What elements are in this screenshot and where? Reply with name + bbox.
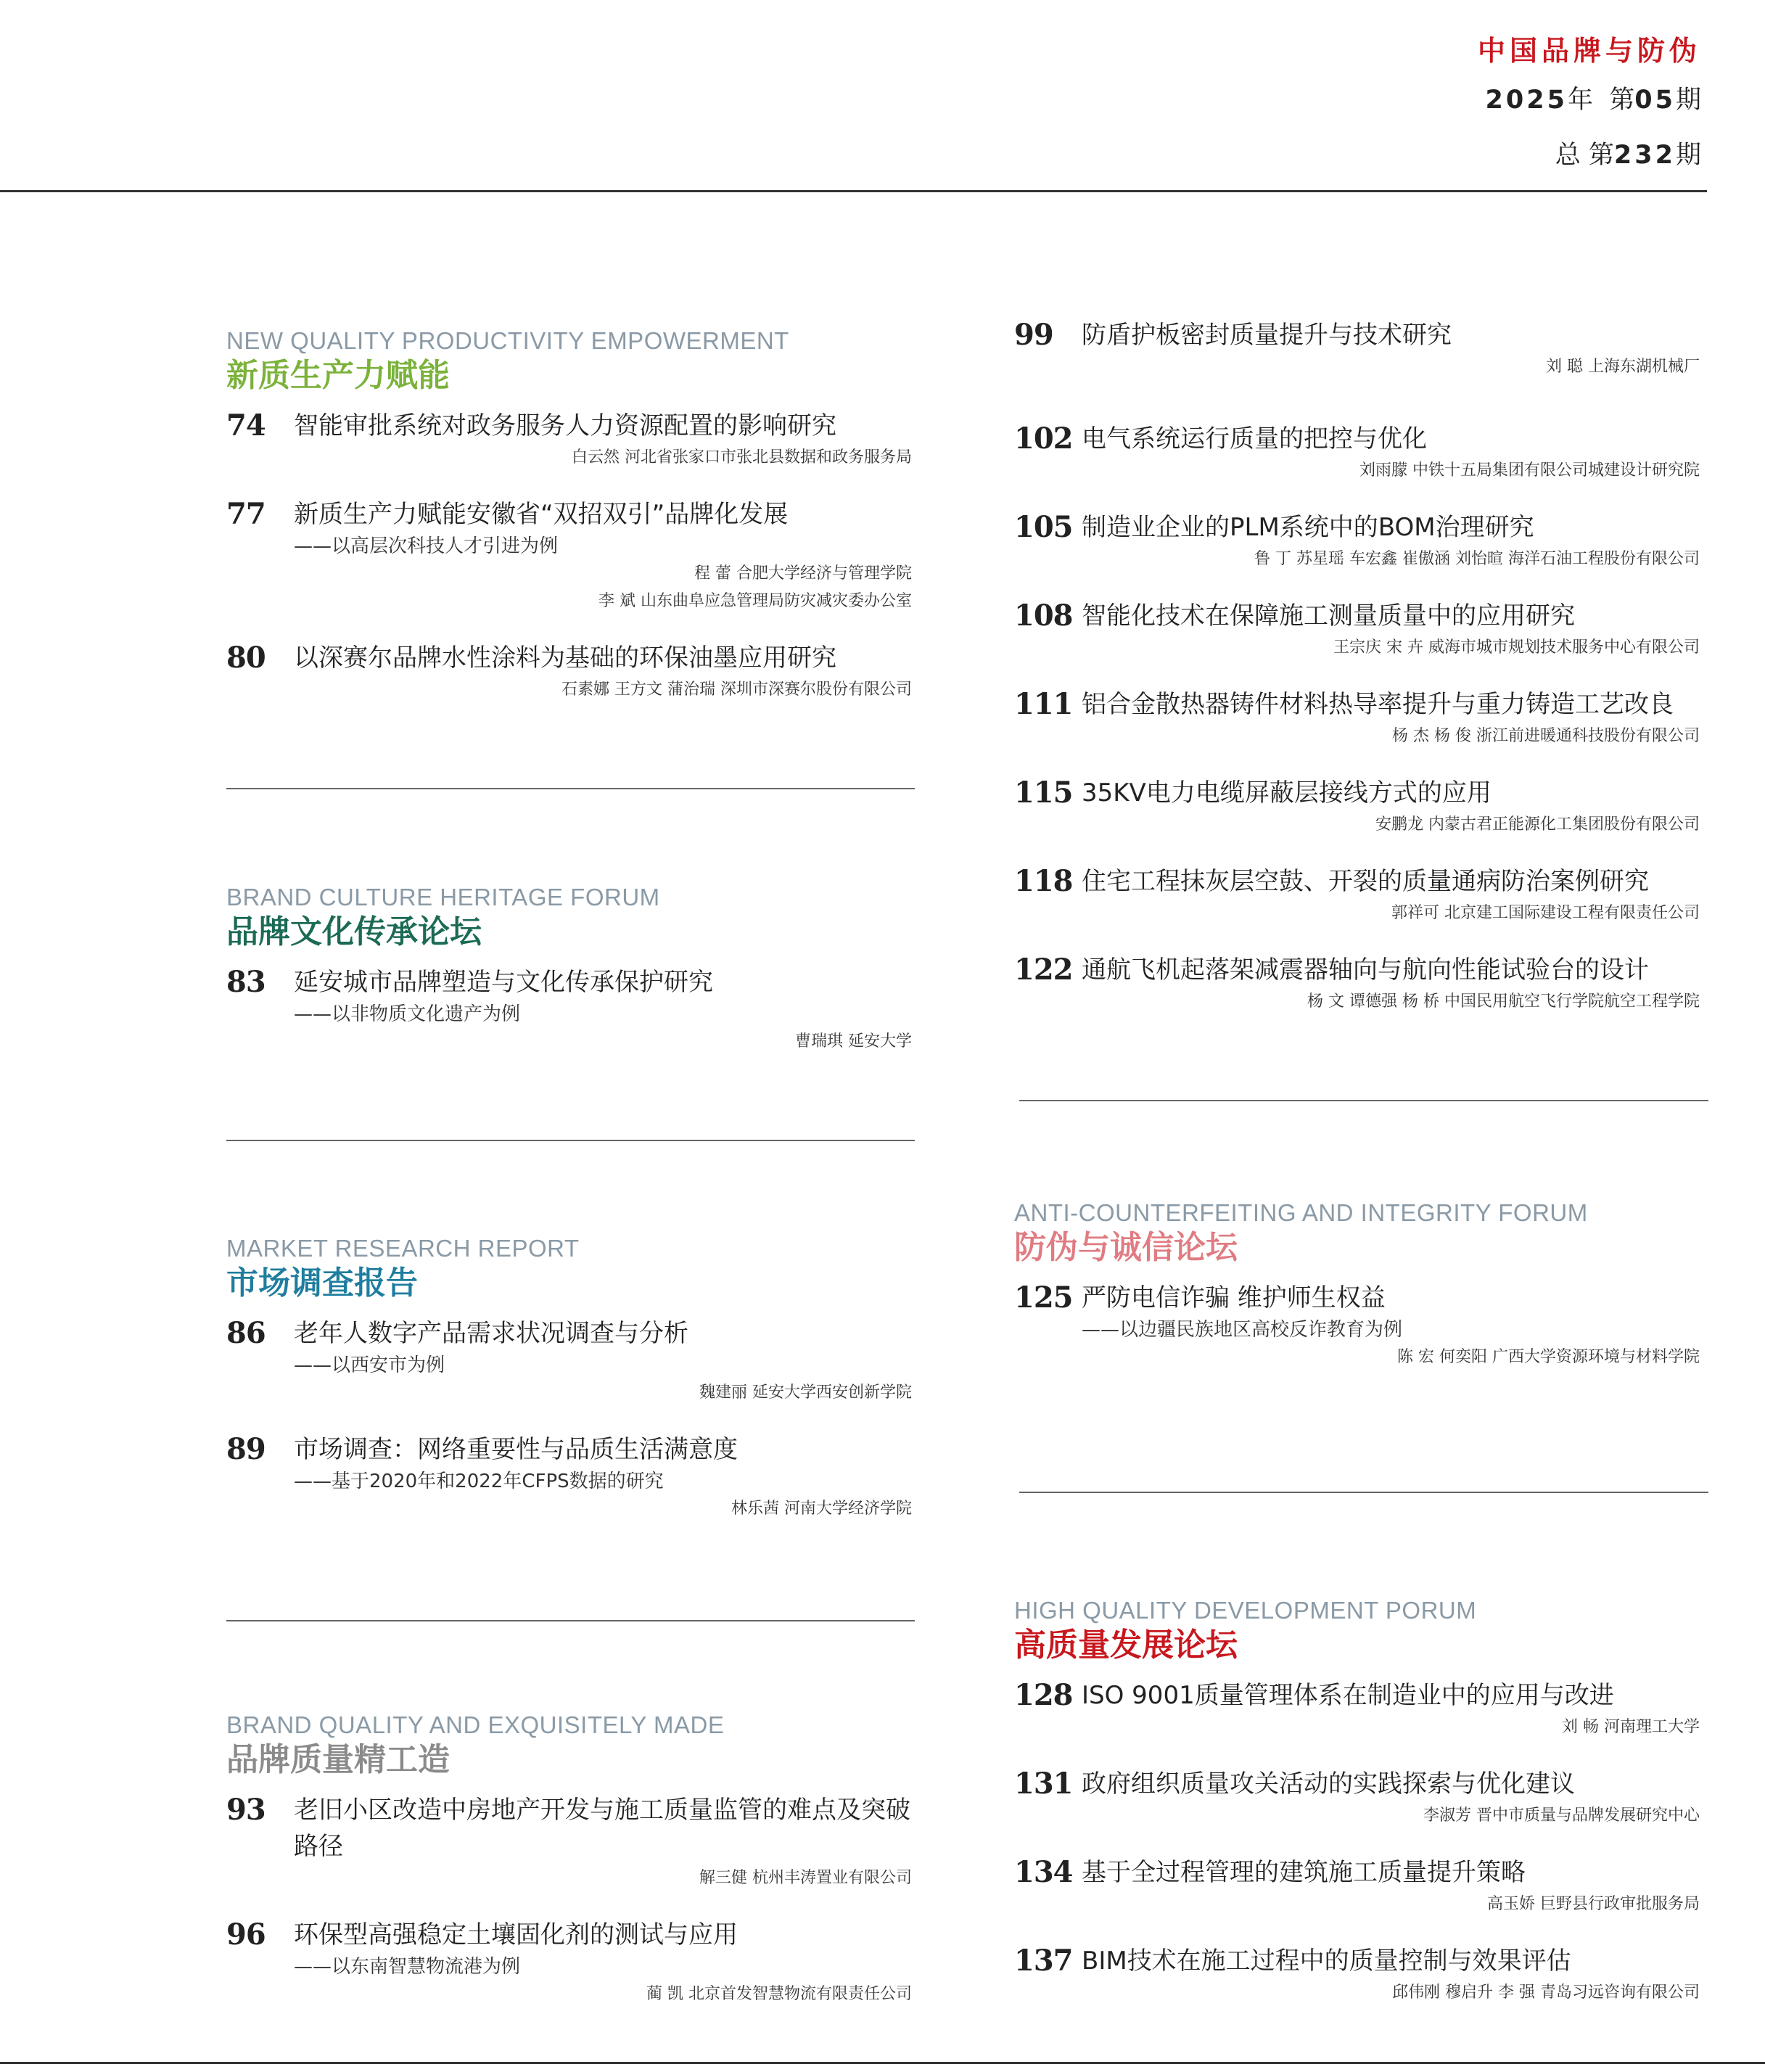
article-author: 刘 聪 上海东湖机械厂 xyxy=(1546,358,1700,376)
article-title: 智能化技术在保障施工测量质量中的应用研究 xyxy=(1082,601,1575,630)
issue-prefix: 第 xyxy=(1609,86,1635,115)
article-title: 严防电信诈骗 维护师生权益 xyxy=(1082,1283,1386,1312)
page-number: 131 xyxy=(1014,1767,1073,1801)
article-subtitle: ——以非物质文化遗产为例 xyxy=(294,1003,521,1025)
section-title-en: BRAND CULTURE HERITAGE FORUM xyxy=(226,884,660,910)
article-author: 魏建丽 延安大学西安创新学院 xyxy=(699,1384,912,1402)
issue-year-suffix: 年 xyxy=(1567,86,1593,115)
issue-number: 05 xyxy=(1634,86,1676,115)
toc-entry[interactable] xyxy=(226,964,912,1056)
article-title: 老旧小区改造中房地产开发与施工质量监管的难点及突破路径 xyxy=(294,1796,910,1861)
article-title: 环保型高强稳定土壤固化剂的测试与应用 xyxy=(294,1920,738,1949)
toc-entry[interactable] xyxy=(226,1431,912,1523)
page-number: 102 xyxy=(1014,422,1073,456)
article-subtitle: ——以高层次科技人才引进为例 xyxy=(294,535,559,557)
toc-entry[interactable] xyxy=(1014,952,1700,1016)
page-number: 128 xyxy=(1014,1678,1073,1712)
page-number: 89 xyxy=(226,1432,266,1466)
toc-entry[interactable] xyxy=(1014,863,1700,927)
toc-entry[interactable] xyxy=(226,408,912,472)
toc-entry[interactable] xyxy=(1014,775,1700,839)
page-number: 93 xyxy=(226,1793,266,1827)
article-subtitle: ——基于2020年和2022年CFPS数据的研究 xyxy=(294,1471,664,1492)
issue-line xyxy=(1478,73,1701,128)
toc-entry[interactable] xyxy=(1014,1677,1700,1741)
page-number: 74 xyxy=(226,408,266,443)
page-number: 105 xyxy=(1014,510,1073,544)
toc-entry[interactable] xyxy=(1014,686,1700,750)
toc-entry[interactable] xyxy=(1014,1854,1700,1918)
page-number: 83 xyxy=(226,965,266,999)
article-title: 35KV电力电缆屏蔽层接线方式的应用 xyxy=(1082,778,1492,807)
article-title: 智能审批系统对政务服务人力资源配置的影响研究 xyxy=(294,411,836,440)
issue-suffix: 期 xyxy=(1675,86,1701,115)
section-divider xyxy=(226,1620,915,1621)
total-prefix: 总 第 xyxy=(1555,141,1614,170)
section-new-quality-productivity xyxy=(226,326,912,728)
toc-entry[interactable] xyxy=(1014,1280,1700,1371)
issue-year: 2025 xyxy=(1485,86,1568,115)
journal-title: 中国品牌与防伪 xyxy=(1477,35,1701,67)
page-number: 115 xyxy=(1014,776,1073,810)
page-number: 125 xyxy=(1014,1280,1073,1315)
article-title: 延安城市品牌塑造与文化传承保护研究 xyxy=(294,968,713,997)
section-title-cn: 高质量发展论坛 xyxy=(1014,1627,1238,1664)
article-author: 刘 畅 河南理工大学 xyxy=(1562,1718,1700,1736)
page-number: 96 xyxy=(226,1917,266,1952)
masthead xyxy=(1478,29,1701,183)
toc-entry[interactable] xyxy=(226,640,912,704)
section-title-cn: 品牌文化传承论坛 xyxy=(226,913,482,950)
article-title: 通航飞机起落架减震器轴向与航向性能试验台的设计 xyxy=(1082,955,1649,984)
article-subtitle: ——以西安市为例 xyxy=(294,1354,445,1376)
article-author: 程 蕾 合肥大学经济与管理学院 xyxy=(694,564,912,583)
article-author: 解三健 杭州丰涛置业有限公司 xyxy=(699,1869,912,1887)
article-author: 蔺 凯 北京首发智慧物流有限责任公司 xyxy=(646,1985,912,2003)
article-author: 高玉娇 巨野县行政审批服务局 xyxy=(1487,1895,1700,1913)
toc-entry[interactable] xyxy=(1014,317,1700,381)
section-title-cn: 防伪与诚信论坛 xyxy=(1014,1229,1238,1266)
section-title-en: NEW QUALITY PRODUCTIVITY EMPOWERMENT xyxy=(226,327,789,354)
toc-entry[interactable] xyxy=(1014,598,1700,662)
article-author: 杨 杰 杨 俊 浙江前进暖通科技股份有限公司 xyxy=(1392,727,1700,745)
article-title: 住宅工程抹灰层空鼓、开裂的质量通病防治案例研究 xyxy=(1082,867,1649,896)
article-author: 白云然 河北省张家口市张北县数据和政务服务局 xyxy=(572,448,912,466)
section-title-en: HIGH QUALITY DEVELOPMENT PORUM xyxy=(1014,1597,1477,1624)
page-number: 137 xyxy=(1014,1944,1073,1978)
section-brand-quality xyxy=(226,1711,912,2033)
toc-entry[interactable] xyxy=(226,1917,912,2008)
article-author: 石素娜 王方文 蒲治瑞 深圳市深赛尔股份有限公司 xyxy=(561,681,912,699)
article-title: 以深赛尔品牌水性涂料为基础的环保油墨应用研究 xyxy=(294,644,836,673)
article-title: 铝合金散热器铸件材料热导率提升与重力铸造工艺改良 xyxy=(1082,690,1674,719)
article-author: 刘雨朦 中铁十五局集团有限公司城建设计研究院 xyxy=(1359,461,1700,480)
article-author: 曹瑞琪 延安大学 xyxy=(795,1032,912,1051)
section-title-en: BRAND QUALITY AND EXQUISITELY MADE xyxy=(226,1711,725,1738)
page-number: 122 xyxy=(1014,953,1073,987)
section-divider xyxy=(1019,1100,1708,1101)
section-title-cn: 新质生产力赋能 xyxy=(226,357,450,394)
article-title: 基于全过程管理的建筑施工质量提升策略 xyxy=(1082,1858,1526,1887)
article-author: 王宗庆 宋 卉 威海市城市规划技术服务中心有限公司 xyxy=(1333,638,1700,657)
toc-entry[interactable] xyxy=(226,1315,912,1407)
article-title: 市场调查：网络重要性与品质生活满意度 xyxy=(294,1435,738,1464)
section-title-en: ANTI-COUNTERFEITING AND INTEGRITY FORUM xyxy=(1014,1199,1588,1226)
article-title: 政府组织质量攻关活动的实践探索与优化建议 xyxy=(1082,1769,1575,1798)
page-number: 108 xyxy=(1014,599,1073,633)
page-number: 118 xyxy=(1014,864,1073,898)
article-title: ISO 9001质量管理体系在制造业中的应用与改进 xyxy=(1082,1681,1614,1710)
total-issue-line xyxy=(1478,128,1701,183)
page-number: 77 xyxy=(226,497,266,531)
footer-divider xyxy=(0,2062,1765,2064)
section-divider xyxy=(226,1140,915,1141)
article-author: 杨 文 谭德强 杨 桥 中国民用航空飞行学院航空工程学院 xyxy=(1307,992,1700,1011)
section-high-quality-development xyxy=(1014,1596,1700,2031)
page-number: 86 xyxy=(226,1316,266,1350)
article-title: 防盾护板密封质量提升与技术研究 xyxy=(1082,321,1452,350)
toc-entry[interactable] xyxy=(1014,509,1700,573)
article-subtitle: ——以东南智慧物流港为例 xyxy=(294,1956,521,1978)
article-title: 电气系统运行质量的把控与优化 xyxy=(1082,424,1427,453)
page-number: 134 xyxy=(1014,1855,1073,1889)
article-title: 制造业企业的PLM系统中的BOM治理研究 xyxy=(1082,513,1534,542)
toc-entry[interactable] xyxy=(1014,421,1700,485)
article-author: 林乐茜 河南大学经济学院 xyxy=(731,1500,912,1518)
section-anti-counterfeiting xyxy=(1014,1199,1700,1396)
article-author: 陈 宏 何奕阳 广西大学资源环境与材料学院 xyxy=(1397,1348,1700,1366)
article-subtitle: ——以边疆民族地区高校反诈教育为例 xyxy=(1082,1319,1403,1341)
total-number: 232 xyxy=(1613,141,1676,170)
section-market-research xyxy=(226,1234,912,1547)
toc-entry[interactable] xyxy=(1014,1766,1700,1830)
article-author: 李 斌 山东曲阜应急管理局防灾减灾委办公室 xyxy=(598,592,912,610)
article-author: 郭祥可 北京建工国际建设工程有限责任公司 xyxy=(1391,904,1700,922)
section-title-cn: 品牌质量精工造 xyxy=(226,1741,450,1778)
article-author: 鲁 丁 苏星瑶 车宏鑫 崔傲涵 刘怡暄 海洋石油工程股份有限公司 xyxy=(1254,550,1700,568)
article-title: 老年人数字产品需求状况调查与分析 xyxy=(294,1319,688,1348)
article-title: 新质生产力赋能安徽省“双招双引”品牌化发展 xyxy=(294,500,789,529)
article-title: BIM技术在施工过程中的质量控制与效果评估 xyxy=(1082,1946,1571,1976)
article-author: 安鹏龙 内蒙古君正能源化工集团股份有限公司 xyxy=(1375,815,1700,834)
section-divider xyxy=(1019,1492,1708,1493)
article-author: 邱伟刚 穆启升 李 强 青岛习远咨询有限公司 xyxy=(1392,1983,1700,2002)
page-number: 80 xyxy=(226,641,266,675)
toc-entry[interactable] xyxy=(226,496,912,615)
page-number: 99 xyxy=(1014,318,1053,352)
toc-entry[interactable] xyxy=(226,1792,912,1892)
header-divider xyxy=(0,190,1707,192)
article-author: 李淑芳 晋中市质量与品牌发展研究中心 xyxy=(1423,1806,1700,1825)
section-divider xyxy=(226,788,915,789)
total-suffix: 期 xyxy=(1675,141,1701,170)
page-number: 111 xyxy=(1014,687,1073,721)
section-title-cn: 市场调查报告 xyxy=(226,1265,418,1302)
section-brand-culture-heritage xyxy=(226,883,912,1080)
section-brand-quality-continued xyxy=(1014,317,1700,1040)
toc-entry[interactable] xyxy=(1014,1943,1700,2007)
section-title-en: MARKET RESEARCH REPORT xyxy=(226,1235,580,1262)
